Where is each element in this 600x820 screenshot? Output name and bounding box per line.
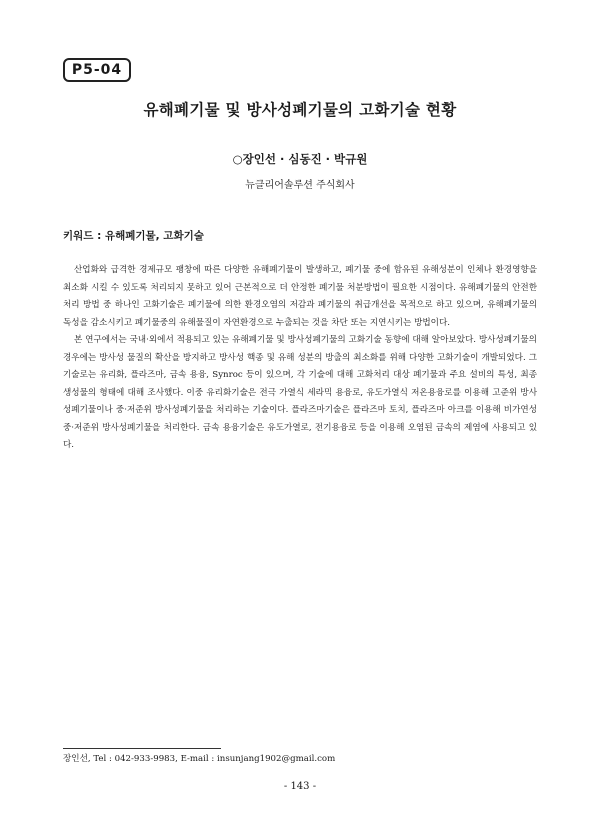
abstract-paragraph: 산업화와 급격한 경제규모 팽창에 따른 다양한 유해폐기물이 발생하고, 폐기물 중에 함유된 유해성분이 인체나 환경영향을 최소화 시킬 수 있도록 처리되지 못하고 있어 근본적으로 더 안정한 폐기물 처분방법이 필요한 시점이다. 유해폐기물의 안전한 처리 방법 중 하나인 고화기술은 폐기물에 의한 환경오염의 저감과 폐기물의 취급개선을 목적으로 하고 있으며, 유해폐기물의 독성을 감소시키고 폐기물중의 유해물질이 자연환경으로 누출되는 것을 차단 또는 지연시키는 방법이다. [63, 265, 537, 328]
footnote: 장인선, Tel : 042-933-9983, E-mail : insunjang1902@gmail.com [63, 754, 336, 764]
footnote-rule [63, 748, 221, 749]
abstract-body [63, 262, 537, 455]
affiliation: 뉴클리어솔루션 주식회사 [245, 180, 355, 191]
authors: ○장인선 · 심동진 · 박규원 [232, 152, 368, 166]
keywords: 키워드 : 유해폐기물, 고화기술 [63, 230, 204, 242]
abstract-paragraph: 본 연구에서는 국내·외에서 적용되고 있는 유해폐기물 및 방사성폐기물의 고화기술 동향에 대해 알아보았다. 방사성폐기물의 경우에는 방사성 물질의 확산을 방지하고 방사성 핵종 및 유해 성분의 방출의 최소화를 위해 다양한 고화기술이 개발되었다. 그 기술로는 유리화, 플라즈마, 금속 용융, Synroc 등이 있으며, 각 기술에 대해 고화처리 대상 폐기물과 주요 설비의 특성, 최종 생성물의 형태에 대해 조사했다. 이중 유리화기술은 전극 가열식 세라믹 용융로, 유도가열식 저온용융로를 이용해 고준위 방사성폐기물이나 중·저준위 방사성폐기물을 처리하는 기술이다. 플라즈마기술은 플라즈마 토치, 플라즈마 아크를 이용해 비가연성 중·저준위 방사성폐기물을 처리한다. 금속 용융기술은 유도가열로, 전기용융로 등을 이용해 오염된 금속의 제염에 사용되고 있다. [63, 335, 537, 450]
page-number: - 143 - [283, 781, 317, 792]
paper-title: 유해폐기물 및 방사성폐기물의 고화기술 현황 [143, 101, 457, 119]
session-code: P5-04 [63, 58, 131, 82]
